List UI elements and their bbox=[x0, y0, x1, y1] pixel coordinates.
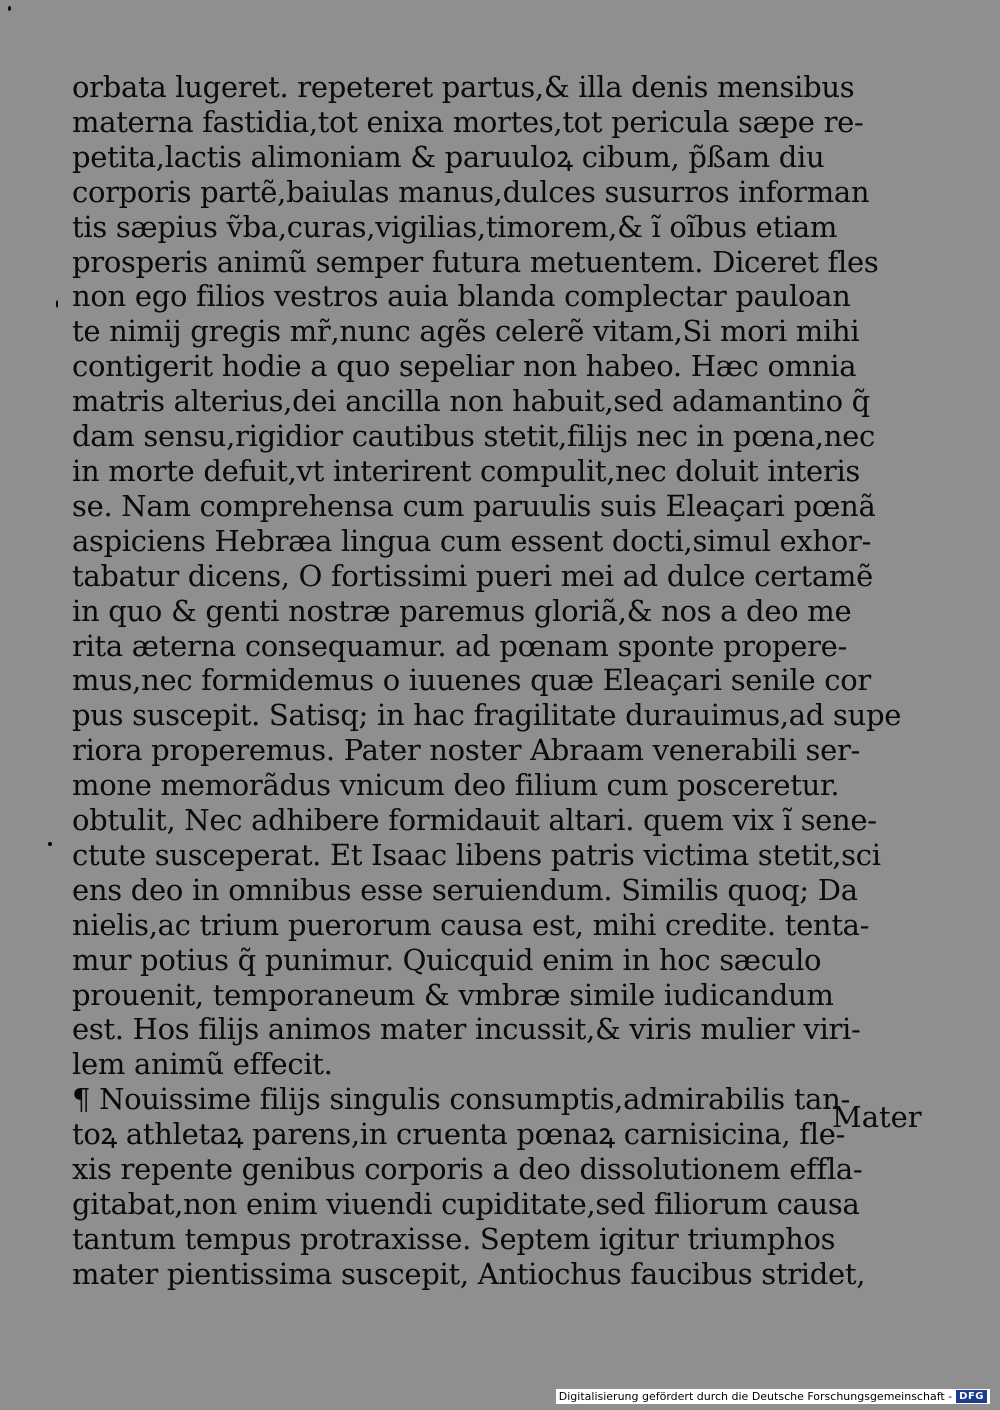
text-line: orbata lugeret. repeteret partus,& illa denis mensibus bbox=[72, 70, 855, 104]
margin-note: Mater bbox=[832, 1100, 922, 1134]
text-line: in morte defuit,vt interirent compulit,nec doluit interis bbox=[72, 453, 861, 488]
dfg-logo-icon: DFG bbox=[956, 1390, 987, 1403]
text-line: riora properemus. Pater noster Abraam venerabili ser- bbox=[72, 733, 861, 768]
text-line: tis sæpius ṽba,curas,vigilias,timorem,& ĩ oĩbus etiam bbox=[72, 209, 838, 244]
text-line: lem animũ effecit. bbox=[72, 1047, 333, 1082]
text-line: tantum tempus protraxisse. Septem igitur triumphos bbox=[72, 1221, 836, 1256]
text-line: toꝝ athletaꝝ parens,in cruenta pœnaꝝ carnisicina, fle- bbox=[72, 1117, 846, 1152]
text-line: prosperis animũ semper futura metuentem. Diceret fles bbox=[72, 244, 879, 279]
text-line: matris alterius,dei ancilla non habuit,sed adamantino q̃ bbox=[72, 384, 870, 419]
text-line: se. Nam comprehensa cum paruulis suis Eleaçari pœnã bbox=[72, 488, 876, 523]
text-line: est. Hos filijs animos mater incussit,& viris mulier viri- bbox=[72, 1012, 861, 1047]
text-line: gitabat,non enim viuendi cupiditate,sed filiorum causa bbox=[72, 1187, 860, 1221]
text-line: ens deo in omnibus esse seruiendum. Similis quoq; Da bbox=[72, 872, 858, 907]
text-line: contigerit hodie a quo sepeliar non habeo. Hæc omnia bbox=[72, 349, 857, 384]
text-line: pus suscepit. Satisq; in hac fragilitate durauimus,ad supe bbox=[72, 698, 902, 733]
scan-speck bbox=[8, 6, 11, 11]
text-line: ¶ Nouissime filijs singulis consumptis,admirabilis tan- bbox=[72, 1082, 850, 1117]
text-line: petita,lactis alimoniam & paruuloꝝ cibum, p̃ßam diu bbox=[72, 139, 825, 174]
text-line: dam sensu,rigidior cautibus stetit,filijs nec in pœna,nec bbox=[72, 419, 875, 454]
text-line: mone memorãdus vnicum deo filium cum posceretur. bbox=[72, 768, 840, 803]
text-line: aspiciens Hebræa lingua cum essent docti,simul exhor- bbox=[72, 523, 872, 558]
text-line: xis repente genibus corporis a deo dissolutionem effla- bbox=[72, 1152, 863, 1187]
text-line: mater pientissima suscepit, Antiochus faucibus stridet, bbox=[72, 1256, 866, 1291]
scan-speck bbox=[48, 842, 52, 846]
text-line: mur potius q̃ punimur. Quicquid enim in hoc sæculo bbox=[72, 942, 822, 977]
text-line: non ego filios vestros auia blanda complectar pauloan bbox=[72, 279, 851, 314]
text-line: nielis,ac trium puerorum causa est, mihi credite. tenta- bbox=[72, 907, 870, 942]
text-line: ctute susceperat. Et Isaac libens patris victima stetit,sci bbox=[72, 837, 881, 872]
text-line: obtulit, Nec adhibere formidauit altari. quem vix ĩ sene- bbox=[72, 803, 877, 838]
text-line: te nimij gregis mr̃,nunc agẽs celerẽ vitam,Si mori mihi bbox=[72, 314, 860, 349]
text-line: tabatur dicens, O fortissimi pueri mei ad dulce certamẽ bbox=[72, 558, 873, 593]
text-line: in quo & genti nostræ paremus gloriã,& nos a deo me bbox=[72, 593, 852, 628]
text-line: materna fastidia,tot enixa mortes,tot pericula sæpe re- bbox=[72, 104, 864, 139]
text-line: rita æterna consequamur. ad pœnam sponte propere- bbox=[72, 628, 848, 663]
text-line: corporis partẽ,baiulas manus,dulces susurros informan bbox=[72, 174, 870, 209]
text-line: prouenit, temporaneum & vmbræ simile iudicandum bbox=[72, 977, 834, 1012]
digitization-credit bbox=[556, 1389, 990, 1404]
text-line: mus,nec formidemus o iuuenes quæ Eleaçari senile cor bbox=[72, 663, 871, 698]
body-text bbox=[72, 70, 902, 1292]
scan-speck bbox=[56, 300, 58, 308]
credit-text: Digitalisierung gefördert durch die Deutsche Forschungsgemeinschaft - bbox=[558, 1390, 953, 1403]
